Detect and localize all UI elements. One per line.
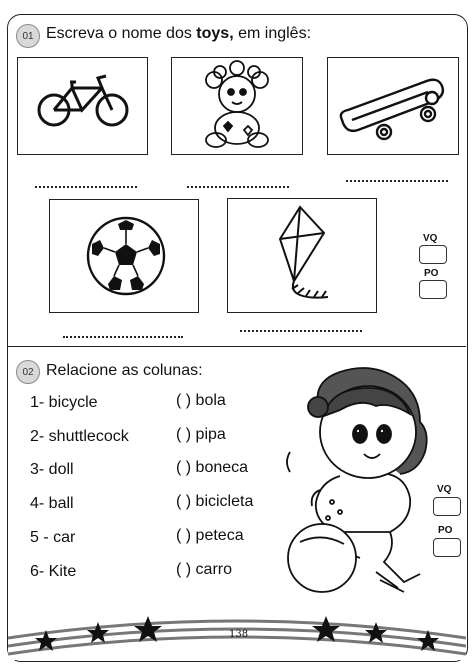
left-item-4: 4- ball: [30, 495, 74, 512]
po-label-2: PO: [438, 525, 453, 536]
soccer-ball-icon: [50, 200, 198, 312]
doll-icon: [172, 58, 302, 154]
left-item-6: 6- Kite: [30, 563, 77, 580]
question-1-title-end: em inglês:: [233, 25, 312, 42]
answer-line-skateboard[interactable]: [346, 180, 448, 182]
bicycle-icon: [18, 58, 147, 154]
right-item-4[interactable]: ( ) bicicleta: [176, 493, 254, 510]
left-item-3: 3- doll: [30, 461, 74, 478]
right-item-2[interactable]: ( ) pipa: [176, 426, 226, 443]
question-1-title-text: Escreva o nome dos: [46, 25, 197, 42]
question-2-title: Relacione as colunas:: [46, 362, 203, 379]
vq-label-2: VQ: [437, 484, 452, 495]
doll-picture: [171, 57, 303, 155]
left-item-5: 5 - car: [30, 529, 76, 546]
page-number: 138: [229, 629, 249, 640]
vq-label: VQ: [423, 233, 438, 244]
answer-line-kite[interactable]: [240, 330, 362, 332]
right-item-3[interactable]: ( ) boneca: [176, 459, 249, 476]
skateboard-picture: [327, 57, 459, 155]
answer-line-bicycle[interactable]: [35, 186, 137, 188]
question-1-number: 01: [16, 24, 40, 48]
girl-with-ball-illustration: [280, 362, 438, 602]
answer-line-ball[interactable]: [63, 336, 183, 338]
right-item-6[interactable]: ( ) carro: [176, 561, 232, 578]
kite-icon: [228, 199, 376, 312]
left-item-2: 2- shuttlecock: [30, 428, 129, 445]
question-1-title: [46, 25, 311, 43]
skateboard-icon: [328, 58, 458, 154]
question-1-title-bold: toys,: [196, 25, 234, 42]
kite-picture: [227, 198, 377, 313]
po-label: PO: [424, 268, 439, 279]
right-item-5[interactable]: ( ) peteca: [176, 527, 244, 544]
po-box[interactable]: [419, 280, 447, 299]
vq-box-2[interactable]: [433, 497, 461, 516]
answer-line-doll[interactable]: [187, 186, 289, 188]
section-divider: [8, 346, 466, 347]
left-item-1: 1- bicycle: [30, 394, 98, 411]
ball-picture: [49, 199, 199, 313]
right-item-1[interactable]: ( ) bola: [176, 392, 226, 409]
question-2-number: 02: [16, 360, 40, 384]
vq-box[interactable]: [419, 245, 447, 264]
bicycle-picture: [17, 57, 148, 155]
po-box-2[interactable]: [433, 538, 461, 557]
